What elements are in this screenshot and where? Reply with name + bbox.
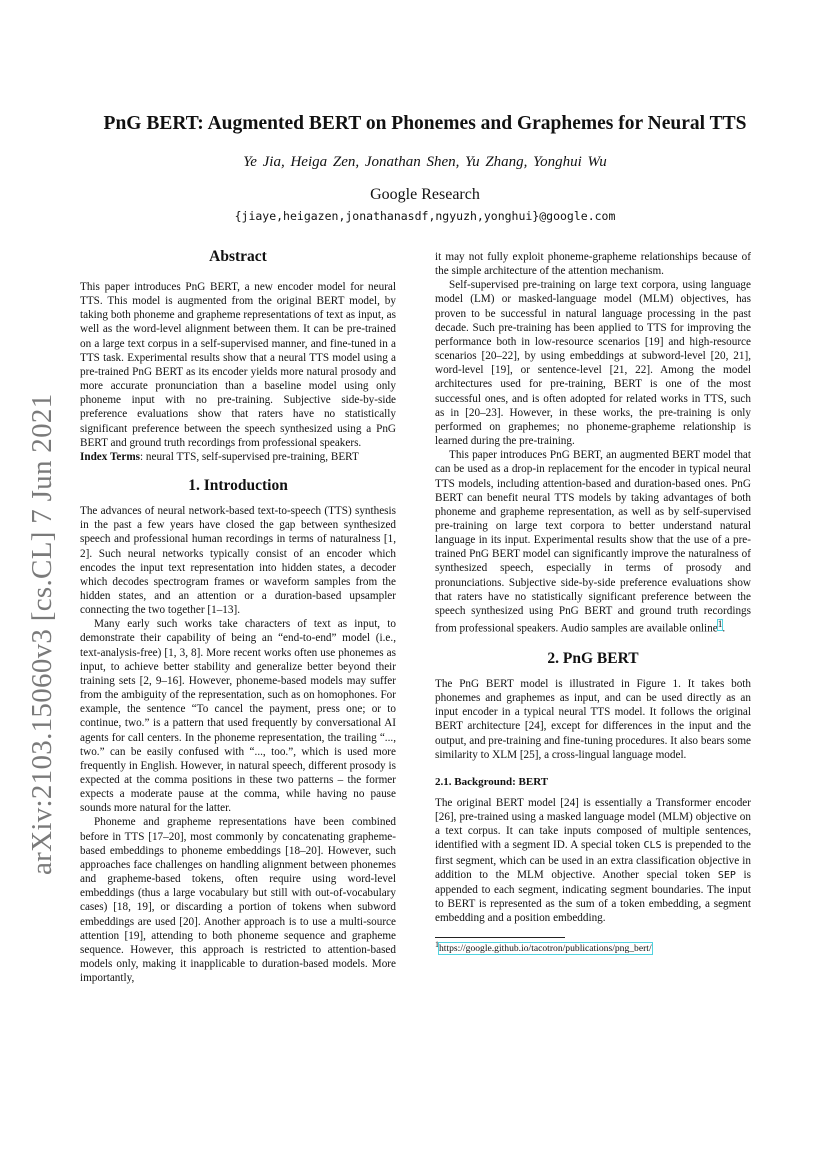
png-bert-paragraph: The PnG BERT model is illustrated in Figure 1. It takes both phonemes and graphemes as input, and can be used directly as an input encoder in a typical neural TTS model. It follows the original BERT architecture [24], except for differences in the input and the output, and pre-training and fine-tuning procedures. It also bears some similarity to XLM [25], a cross-lingual language model. (435, 677, 751, 761)
affiliation: Google Research (370, 186, 480, 203)
right-paragraph-0: it may not fully exploit phoneme-grapheme relationships because of the simple architecture of the attention mechanism. (435, 251, 751, 278)
abstract-heading: Abstract (209, 248, 267, 265)
introduction-heading: 1. Introduction (188, 477, 288, 495)
paper-title: PnG BERT: Augmented BERT on Phonemes and Graphemes for Neural TTS (103, 113, 747, 134)
intro-paragraph-2: Many early such works take characters of text as input, to demonstrate their capability of being an “end-to-end” model (i.e., text-analysis-free) [1, 3, 8]. More recent works often use phonemes as input, to achieve better stability and generalize better beyond their training sets [2, 9–16]. However, phoneme-based models may suffer from the ambiguity of the representation, such as on homophones. For example, the sentence “To cancel the payment, press one; or to continue, two.” is a pattern that used frequently by conversational AI agents for call centers. In the phoneme representation, the trailing “..., two.” can be easily confused with “..., too.”, which is used more frequently in English. However, in natural speech, different prosody is expected at the comma positions in these two patterns – the former expects a moderate pause at the comma, while having no pause sounds more natural for the latter. (80, 618, 396, 815)
png-bert-heading: 2. PnG BERT (547, 649, 639, 667)
index-terms: : neural TTS, self-supervised pre-training, BERT (140, 450, 359, 463)
right-paragraph-2: This paper introduces PnG BERT, an augmented BERT model that can be used as a drop-in replacement for the encoder in typical neural TTS models, including attention-based and duration-based ones. PnG BERT can benefit neural TTS models by taking advantages of both phoneme and grapheme representation, as well as by self-supervised pre-training on large text corpora to better understand natural language in its input. Experimental results show that the use of a pre-trained PnG BERT model can significantly improve the naturalness of synthesized speech, especially in terms of prosody and pronunciations. Subjective side-by-side preference evaluations show that raters have no statistically significant preference between the speech synthesized using PnG BERT and ground truth recordings from professional speakers. Audio samples are available online$^1$. (435, 449, 751, 635)
author-emails: {jiaye,heigazen,jonathanasdf,ngyuzh,yonghui}@google.com (234, 209, 616, 223)
intro-paragraph-3: Phoneme and grapheme representations have been combined before in TTS [17–20], most commonly by concatenating grapheme-based embeddings to phoneme embeddings [18–20]. However, such approaches face challenges on handling alignment between phonemes and grapheme-based tokens, often require using word-level embeddings (thus a large vocabulary but still with out-of-vocabulary cases) [18, 19], or discarding a portion of tokens when subword embeddings are used [20]. Another approach is to use a multi-source attention [19], attending to both phoneme sequence and grapheme sequence. However, this approach is restricted to attention-based models only, making it inapplicable to duration-based models. More importantly, (80, 816, 396, 985)
left-column (80, 248, 396, 985)
index-terms-label: Index Terms (80, 450, 140, 463)
footnote: $^1$https://google.github.io/tacotron/publications/png_bert/ (435, 940, 652, 955)
background-heading: 2.1. Background: BERT (435, 775, 549, 788)
footnote-url-link[interactable]: https://google.github.io/tacotron/publications/png_bert/ (439, 943, 652, 955)
cls-token: CLS (643, 840, 662, 852)
intro-paragraph-1: The advances of neural network-based text-to-speech (TTS) synthesis in the past a few years have closed the gap between synthesized speech and professional human recordings in terms of naturalness [1, 2]. Such neural networks typically consist of an encoder which encodes the input text representation into hidden states, a decoder which decodes spectrogram frames or waveform samples from the hidden states, and an attention or a duration-based upsampler connecting the two together [1–13]. (80, 505, 396, 617)
right-paragraph-1: Self-supervised pre-training on large text corpora, using language model (LM) or masked-language model (MLM) objectives, has proven to be successful in natural language processing in the past decade. Such pre-training has been applied to TTS for improving the performance both in low-resource scenarios [19] and high-resource scenarios [20–22], by using embeddings at subword-level [20, 21], word-level [19], or sentence-level [21, 22]. Among the model architectures used for pre-training, BERT is one of the most successful ones, and is often adopted for related works in TTS, such as in [20–23]. However, in these works, the pre-training is only performed on graphemes; no phoneme-grapheme relationship is learned during the pre-training. (435, 279, 751, 448)
footnote-link[interactable]: 1 (717, 620, 723, 631)
background-paragraph: The original BERT model [24] is essentially a Transformer encoder [26], pre-trained using a masked language model (MLM) objective on a text corpus. It can take inputs composed of multiple sentences, identified with a segment ID. A special token CLS is prepended to the first segment, which can be used in an extra classification objective in addition to the MLM objective. Another special token SEP is appended to each segment, indicating segment boundaries. The input to BERT is represented as the sum of a token embedding, a segment embedding and a position embedding. (435, 796, 752, 925)
sep-token: SEP (717, 869, 736, 881)
author-list: Ye Jia, Heiga Zen, Jonathan Shen, Yu Zhang, Yonghui Wu (243, 154, 607, 170)
right-column (435, 250, 751, 957)
abstract-body: This paper introduces PnG BERT, a new encoder model for neural TTS. This model is augmented from the original BERT model, by taking both phoneme and grapheme representations of text as input, as well as the word-level alignment between them. It can be pre-trained on a large text corpus in a self-supervised manner, and fine-tuned in a TTS task. Experimental results show that a neural TTS model using a pre-trained PnG BERT as its encoder yields more natural prosody and more accurate pronunciation than a baseline model using only phoneme input with no pre-training. Subjective side-by-side preference evaluations show that raters have no statistically significant preference between the speech synthesized using a PnG BERT and ground truth recordings from professional speakers. Index Terms: neural TTS, self-supervised pre-training, BERT (80, 281, 396, 463)
arxiv-side-label: arXiv:2103.15060v3 [cs.CL] 7 Jun 2021 (26, 393, 58, 875)
